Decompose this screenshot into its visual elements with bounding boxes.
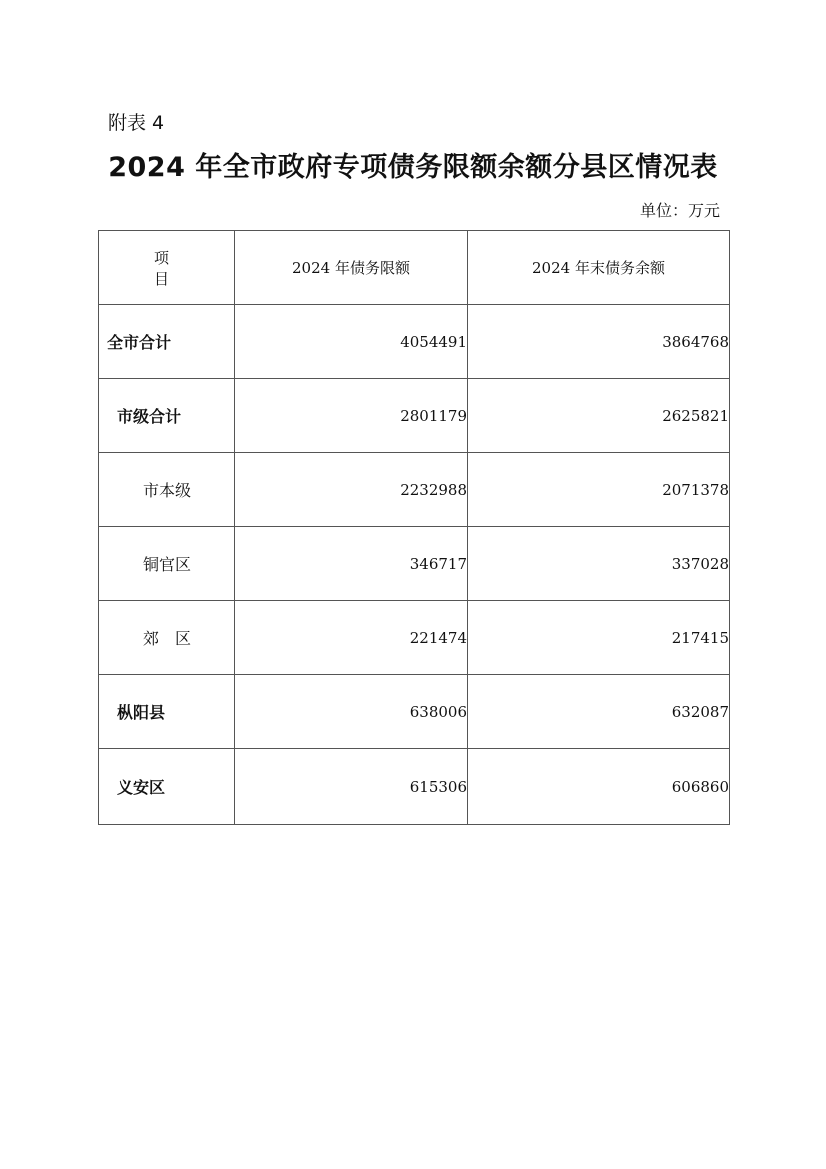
row-name: 市本级 (99, 453, 235, 527)
row-limit: 2232988 (235, 453, 468, 527)
row-balance: 3864768 (468, 305, 730, 379)
row-limit: 638006 (235, 675, 468, 749)
table-row (99, 527, 730, 601)
row-balance: 217415 (468, 601, 730, 675)
table-row (99, 379, 730, 453)
document-title: 2024 年全市政府专项债务限额余额分县区情况表 (108, 152, 718, 183)
attachment-label: 附表 4 (108, 112, 165, 134)
table-row (99, 453, 730, 527)
row-limit: 2801179 (235, 379, 468, 453)
table-header-row (99, 231, 730, 305)
row-balance: 606860 (468, 749, 730, 825)
table-row (99, 675, 730, 749)
header-debt-balance: 2024 年末债务余额 (468, 231, 730, 305)
row-name: 市级合计 (99, 379, 235, 453)
header-item: 项 目 (99, 231, 235, 305)
row-name: 郊 区 (99, 601, 235, 675)
unit-label: 单位：万元 (639, 201, 720, 220)
row-balance: 632087 (468, 675, 730, 749)
row-balance: 2625821 (468, 379, 730, 453)
row-name: 铜官区 (99, 527, 235, 601)
table-row (99, 305, 730, 379)
debt-table (98, 230, 730, 825)
table-row (99, 601, 730, 675)
row-name: 义安区 (99, 749, 235, 825)
table-row (99, 749, 730, 825)
row-limit: 346717 (235, 527, 468, 601)
row-limit: 4054491 (235, 305, 468, 379)
row-limit: 615306 (235, 749, 468, 825)
header-debt-limit: 2024 年债务限额 (235, 231, 468, 305)
row-name: 全市合计 (99, 305, 235, 379)
row-balance: 337028 (468, 527, 730, 601)
row-limit: 221474 (235, 601, 468, 675)
row-name: 枞阳县 (99, 675, 235, 749)
row-balance: 2071378 (468, 453, 730, 527)
